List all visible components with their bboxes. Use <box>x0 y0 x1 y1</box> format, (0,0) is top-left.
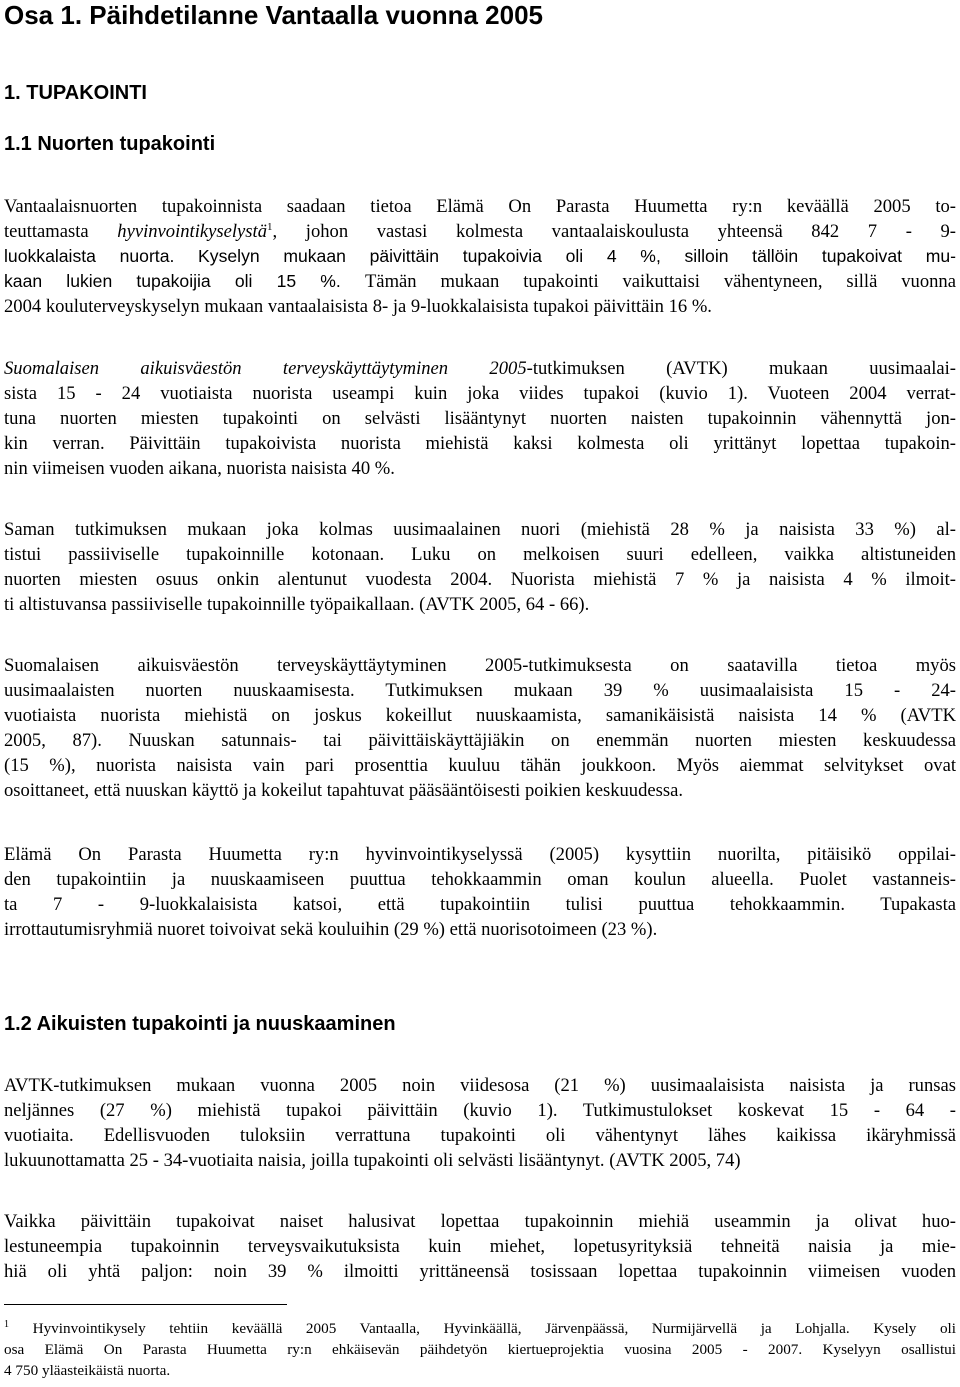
paragraph-passive-smoking <box>4 517 956 617</box>
survey-name-italic: hyvinvointikyselystä <box>117 221 268 242</box>
text-line: Suomalaisen aikuisväestön terveyskäyttäytyminen 2005-tutkimuksesta on saatavilla tietoa myös <box>4 655 956 676</box>
paragraph-youth-survey <box>4 194 956 319</box>
text-line: 2005, 87). Nuuskan satunnais- tai päivittäiskäyttäjiäkin on enemmän nuorten miesten keskuudessa <box>4 730 956 751</box>
text-run: Tämän mukaan tupakointi vaikuttaisi vähentyneen, sillä vuonna <box>364 271 956 292</box>
text-line: 2004 kouluterveyskyselyn mukaan vantaalaisista 8- ja 9-luokkalaisista tupakoi päivittäin 16 %. <box>4 296 712 317</box>
text-line: vuotiaista nuorista miehistä on joskus kokeillut nuuskaamista, samanikäisistä naisista 14 % (AVTK <box>4 705 956 726</box>
text-line: Elämä On Parasta Huumetta ry:n hyvinvointikyselyssä (2005) kysyttiin nuorilta, pitäisikö oppilai- <box>4 844 956 865</box>
text-line: irrottautumisryhmiä nuoret toivoivat sekä kouluihin (29 %) että nuorisotoimeen (23 %). <box>4 919 658 940</box>
text-run: -tutkimuksen (AVTK) mukaan uusimaalai- <box>526 358 956 379</box>
text-line: lukuunottamatta 25 - 34-vuotiaita naisia, joilla tupakointi oli selvästi lisääntynyt. (AVTK 2005, 74) <box>4 1150 741 1171</box>
text-line <box>4 219 956 244</box>
paragraph-avtk-youth <box>4 356 956 481</box>
text-line: sista 15 - 24 vuotiaista nuorista useampi kuin joka viides tupakoi (kuvio 1). Vuoteen 2004 verrat- <box>4 383 956 404</box>
text-line: Vantaalaisnuorten tupakoinnista saadaan tietoa Elämä On Parasta Huumetta ry:n keväällä 2005 to- <box>4 196 956 217</box>
footnote-reference: 1 <box>267 220 273 233</box>
text-line: Vaikka päivittäin tupakoivat naiset halusivat lopettaa tupakoinnin miehiä useammin ja olivat huo- <box>4 1211 956 1232</box>
text-line: neljännes (27 %) miehistä tupakoi päivittäin (kuvio 1). Tutkimustulokset koskevat 15 - 64 - <box>4 1100 956 1121</box>
paragraph-snus <box>4 653 956 803</box>
text-line: kin verran. Päivittäin tupakoivista nuorista miehistä kaksi kolmesta oli yrittänyt lopettaa tupakoin- <box>4 433 956 454</box>
text-line: nin viimeisen vuoden aikana, nuorista naisista 40 %. <box>4 458 395 479</box>
text-line <box>4 269 956 294</box>
section-title: Osa 1. Päihdetilanne Vantaalla vuonna 2005 <box>4 0 544 30</box>
text-line: hiä oli yhtä paljon: noin 39 % ilmoitti yrittäneensä tosissaan lopettaa tupakoinnin viimeisen vuoden <box>4 1261 956 1282</box>
text-run: teuttamasta <box>4 221 118 242</box>
subsection-title-adult-smoking: 1.2 Aikuisten tupakointi ja nuuskaaminen <box>4 1013 396 1035</box>
text-line: ta 7 - 9-luokkalaisista katsoi, että tupakointiin tulisi puuttua tehokkaammin. Tupakasta <box>4 894 956 915</box>
study-name-italic: Suomalaisen aikuisväestön terveyskäyttäytyminen 2005 <box>4 358 527 379</box>
footnote-marker: 1 <box>4 1318 9 1330</box>
footnote-separator <box>4 1304 287 1305</box>
text-line: tuna nuorten miesten tupakointi on selvästi lisääntynyt nuorten naisten tupakoinnin vähennyttä jon- <box>4 408 956 429</box>
footnote <box>4 1318 956 1381</box>
text-run: Kyselyn mukaan päivittäin tupakoivia oli 4 %, silloin tällöin tupakoivat mu- <box>198 246 956 266</box>
text-line <box>4 356 956 381</box>
text-run: luokkalaista nuorta. <box>4 246 199 266</box>
paragraph-quitting <box>4 1209 956 1284</box>
text-line: lestuneempia tupakoinnin terveysvaikutuksista kuin miehet, lopetusyrityksiä tehneitä naisia ja mie- <box>4 1236 956 1257</box>
text-line: AVTK-tutkimuksen mukaan vuonna 2005 noin viidesosa (21 %) uusimaalaisista naisista ja runsas <box>4 1075 956 1096</box>
paragraph-adult-smoking <box>4 1073 956 1173</box>
text-line: tistui passiiviselle tupakoinnille kotonaan. Luku on melkoisen suuri edelleen, vaikka altistuneiden <box>4 544 956 565</box>
text-line <box>4 244 956 269</box>
paragraph-school-intervention <box>4 842 956 942</box>
footnote-line: osa Elämä On Parasta Huumetta ry:n ehkäisevän päihdetyön kiertueprojektia vuosina 2005 - 2007. Kyselyyn osallistui <box>4 1341 956 1358</box>
footnote-line <box>4 1318 956 1339</box>
footnote-line: 4 750 yläasteikäistä nuorta. <box>4 1362 171 1379</box>
text-line: osoittaneet, että nuuskan käyttö ja kokeilut tapahtuvat pääsääntöisesti poikien keskuudessa. <box>4 780 684 801</box>
text-line: Saman tutkimuksen mukaan joka kolmas uusimaalainen nuori (miehistä 28 % ja naisista 33 %) al- <box>4 519 956 540</box>
text-line: nuorten miesten osuus onkin alentunut vuodesta 2004. Nuorista miehistä 7 % ja naisista 4 % ilmoit- <box>4 569 956 590</box>
text-line: vuotiaita. Edellisvuoden tuloksiin verrattuna tupakointi oli vähentynyt lähes kaikissa ikäryhmissä <box>4 1125 956 1146</box>
text-run: , johon vastasi kolmesta vantaalaiskoulusta yhteensä 842 7 - 9- <box>272 221 956 242</box>
subsection-title-youth-smoking: 1.1 Nuorten tupakointi <box>4 133 216 155</box>
text-run: Hyvinvointikysely tehtiin keväällä 2005 Vantaalla, Hyvinkäällä, Järvenpäässä, Nurmijärvellä ja Lohjalla. Kysely oli <box>9 1320 956 1337</box>
text-line: den tupakointiin ja nuuskaamiseen puuttua tehokkaammin oman koulun alueella. Puolet vastanneis- <box>4 869 956 890</box>
text-line: ti altistuvansa passiiviselle tupakoinnille työpaikallaan. (AVTK 2005, 64 - 66). <box>4 594 590 615</box>
text-run: kaan lukien tupakoijia oli 15 %. <box>4 271 365 291</box>
chapter-title: 1. TUPAKOINTI <box>4 82 147 104</box>
text-line: uusimaalaisten nuorten nuuskaamisesta. Tutkimuksen mukaan 39 % uusimaalaisista 15 - 24- <box>4 680 956 701</box>
text-line: (15 %), nuorista naisista vain pari prosenttia kuuluu tähän joukkoon. Myös aiemmat selvitykset ovat <box>4 755 956 776</box>
